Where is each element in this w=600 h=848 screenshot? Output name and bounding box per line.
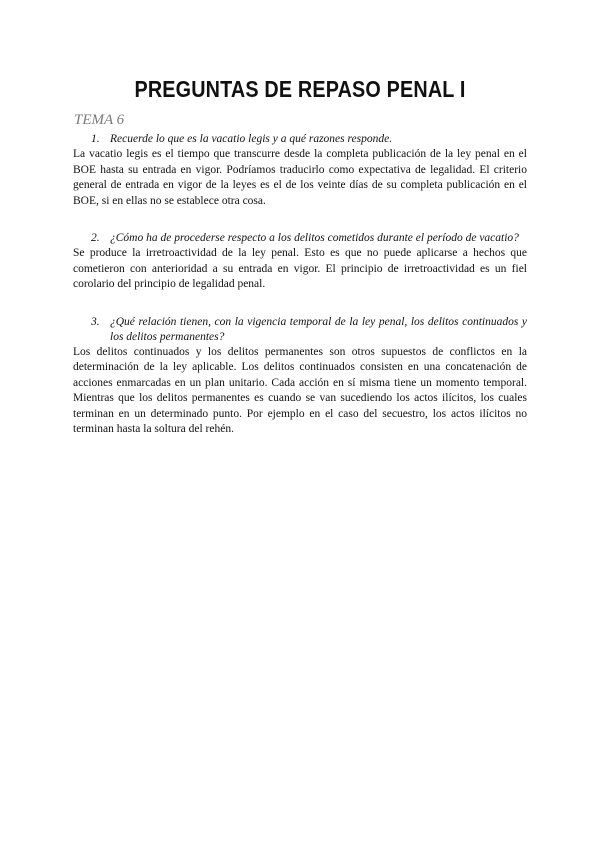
question-block [73, 132, 527, 209]
question-text [73, 132, 527, 147]
answer-text: Se produce la irretroactividad de la ley penal. Esto es que no puede aplicarse a hechos que cometieron con anterioridad a su entrada en vigor. El principio de irretroactividad es un fiel corolario del principio de legalidad penal. [73, 247, 527, 290]
question-number: 3. [91, 315, 100, 328]
question-text [73, 315, 527, 345]
answer-text: La vacatio legis es el tiempo que transcurre desde la completa publicación de la ley penal en el BOE hasta su entrada en vigor. Podríamos traducirlo como expectativa de legalidad. El criterio general de entrada en vigor de la leyes es el de los veinte días de su completa publicación en el BOE, si en ellas no se establece otra cosa. [73, 148, 527, 207]
question-label: ¿Cómo ha de procederse respecto a los delitos cometidos durante el período de vacatio? [110, 232, 519, 244]
answer-text: Los delitos continuados y los delitos permanentes son otros supuestos de conflictos en la determinación de la ley aplicable. Los delitos continuados consisten en una concatenación de acciones enmarcadas en un plan unitario. Cada acción en sí misma tiene un momento temporal. Mientras que los delitos permanentes es cuando se van sucediendo los actos ilícitos, los cuales terminan en un determinado punto. Por ejemplo en el caso del secuestro, los actos ilícitos no terminan hasta la soltura del rehén. [73, 345, 527, 435]
questions-list [73, 132, 527, 438]
section-heading: TEMA 6 [74, 112, 125, 128]
question-number: 1. [91, 133, 100, 145]
question-block [73, 315, 527, 438]
question-label: Recuerde lo que es la vacatio legis y a qué razones responde. [110, 133, 393, 145]
page-title: PREGUNTAS DE REPASO PENAL I [134, 76, 466, 102]
question-text [73, 231, 527, 246]
question-block [73, 231, 527, 293]
question-number: 2. [91, 232, 100, 244]
question-label: ¿Qué relación tienen, con la vigencia temporal de la ley penal, los delitos continuados y los delitos permanentes? [110, 315, 527, 343]
